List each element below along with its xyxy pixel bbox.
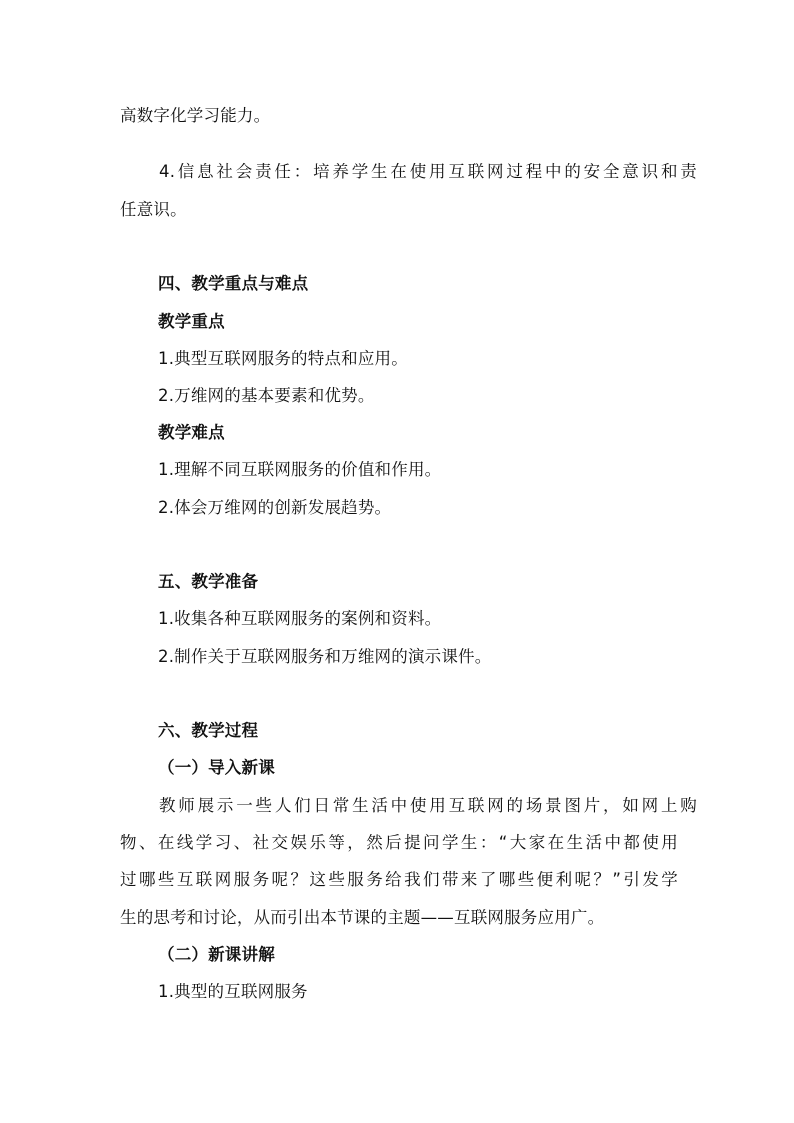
subheading: （一）导入新课 bbox=[158, 758, 275, 777]
list-item: 2.制作关于互联网服务和万维网的演示课件。 bbox=[158, 647, 492, 666]
section-heading: 四、教学重点与难点 bbox=[158, 274, 309, 293]
paragraph-line: 高数字化学习能力。 bbox=[120, 106, 271, 125]
subheading: 教学难点 bbox=[158, 423, 225, 442]
subheading: 教学重点 bbox=[158, 312, 225, 331]
list-item: 2.万维网的基本要素和优势。 bbox=[158, 386, 375, 405]
paragraph-line: 4.信息社会责任：培养学生在使用互联网过程中的安全意识和责 bbox=[159, 162, 697, 181]
list-item: 1.典型的互联网服务 bbox=[158, 982, 308, 1001]
paragraph-line: 任意识。 bbox=[120, 200, 187, 219]
list-item: 2.体会万维网的创新发展趋势。 bbox=[158, 498, 392, 517]
list-item: 1.典型互联网服务的特点和应用。 bbox=[158, 349, 408, 368]
subheading: （二）新课讲解 bbox=[158, 945, 275, 964]
paragraph-line: 物、在线学习、社交娱乐等，然后提问学生：“大家在生活中都使用 bbox=[120, 833, 678, 852]
paragraph-line: 教师展示一些人们日常生活中使用互联网的场景图片，如网上购 bbox=[159, 796, 697, 815]
paragraph-line: 生的思考和讨论，从而引出本节课的主题——互联网服务应用广。 bbox=[120, 908, 605, 927]
section-heading: 六、教学过程 bbox=[158, 721, 259, 740]
list-item: 1.理解不同互联网服务的价值和作用。 bbox=[158, 460, 442, 479]
section-heading: 五、教学准备 bbox=[158, 572, 259, 591]
list-item: 1.收集各种互联网服务的案例和资料。 bbox=[158, 609, 442, 628]
paragraph-line: 过哪些互联网服务呢？这些服务给我们带来了哪些便利呢？”引发学 bbox=[120, 870, 678, 889]
